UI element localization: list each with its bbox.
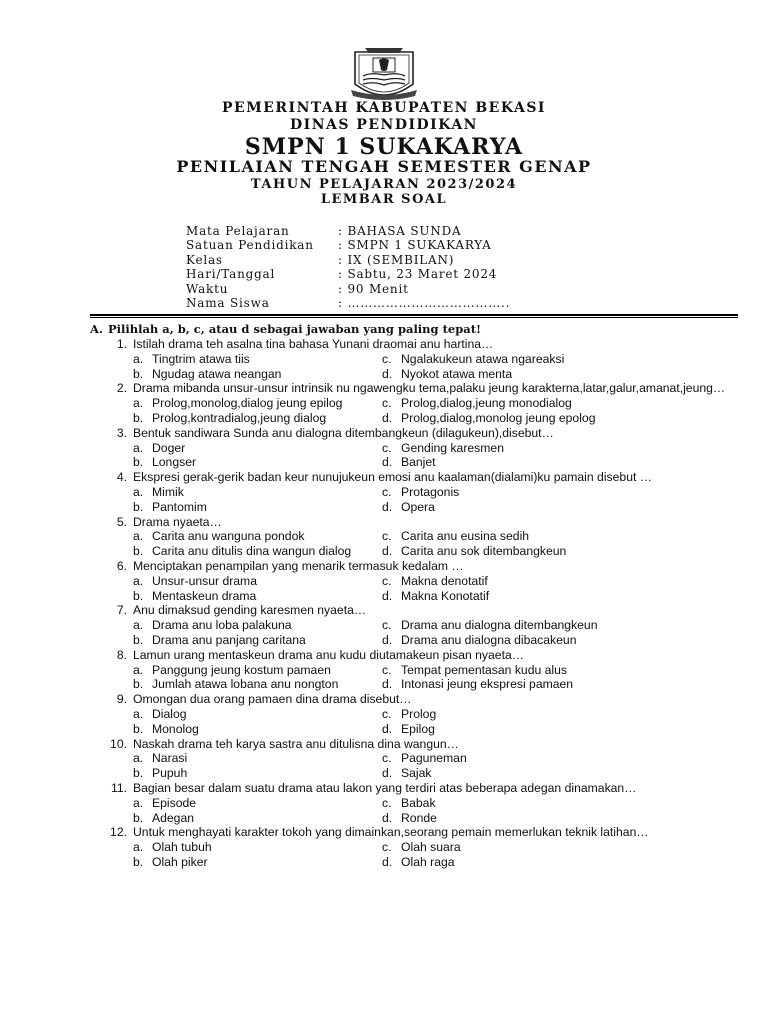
option-d xyxy=(382,367,738,382)
option-row xyxy=(90,633,738,648)
option-c xyxy=(382,529,738,544)
option-c xyxy=(382,796,738,811)
option-a xyxy=(90,796,382,811)
option-text: Olah tubuh xyxy=(152,840,212,855)
question-row xyxy=(90,825,738,840)
question-item xyxy=(90,337,738,381)
identity-row xyxy=(186,253,510,267)
question-number: 10. xyxy=(110,736,127,751)
question-text: Bagian besar dalam suatu drama atau lakon yang terdiri atas beberapa adegan dinamakan… xyxy=(133,780,637,795)
question-text: Anu dimaksud gending karesmen nyaeta… xyxy=(133,603,367,618)
question-item xyxy=(90,737,738,781)
option-letter: a. xyxy=(133,795,144,810)
option-letter: a. xyxy=(133,751,144,766)
option-letter: d. xyxy=(382,366,393,381)
identity-row xyxy=(186,238,510,252)
question-item xyxy=(90,692,738,736)
option-letter: a. xyxy=(133,396,144,411)
student-name-blank: : ……………………………….. xyxy=(338,295,511,310)
question-item xyxy=(90,515,738,559)
question-number: 1. xyxy=(116,337,127,351)
option-c xyxy=(382,840,738,855)
question-list xyxy=(90,322,738,870)
header-department: DINAS PENDIDIKAN xyxy=(290,117,478,133)
option-b xyxy=(90,722,382,737)
question-item xyxy=(90,381,738,425)
section-instruction: Pilihlah a, b, c, atau d sebagai jawaban yang paling tepat! xyxy=(108,322,482,336)
header-divider-thick xyxy=(90,314,738,316)
option-row xyxy=(90,485,738,500)
option-a xyxy=(90,840,382,855)
option-row xyxy=(90,677,738,692)
option-letter: c. xyxy=(382,396,392,411)
option-text: Makna Konotatif xyxy=(401,588,490,603)
option-letter: b. xyxy=(133,499,144,514)
option-text: Tingtrim atawa tiis xyxy=(152,351,250,366)
option-text: Monolog xyxy=(152,721,199,736)
option-text: Longser xyxy=(152,455,197,470)
option-letter: a. xyxy=(133,573,144,588)
option-d xyxy=(382,855,738,870)
option-text: Banjet xyxy=(401,455,436,470)
question-number: 3. xyxy=(116,425,127,440)
option-letter: a. xyxy=(133,529,144,544)
option-text: Gending karesmen xyxy=(401,440,504,455)
option-text: Mimik xyxy=(152,484,184,499)
option-c xyxy=(382,751,738,766)
identity-value: : Sabtu, 23 Maret 2024 xyxy=(338,267,498,282)
option-text: Panggung jeung kostum pamaen xyxy=(152,662,331,677)
option-row xyxy=(90,811,738,826)
option-row xyxy=(90,589,738,604)
header-year: TAHUN PELAJARAN 2023/2024 xyxy=(250,177,518,192)
option-d xyxy=(382,411,738,426)
question-item xyxy=(90,426,738,470)
question-number: 2. xyxy=(116,381,127,396)
option-text: Adegan xyxy=(152,810,195,825)
option-letter: b. xyxy=(133,632,144,647)
option-d xyxy=(382,589,738,604)
identity-row xyxy=(186,267,510,281)
header-exam: PENILAIAN TENGAH SEMESTER GENAP xyxy=(176,157,592,176)
header-government: PEMERINTAH KABUPATEN BEKASI xyxy=(222,100,546,116)
option-b xyxy=(90,589,382,604)
option-letter: a. xyxy=(133,484,144,499)
question-text: Bentuk sandiwara Sunda anu dialogna ditembangkeun (dilagukeun),disebut… xyxy=(133,425,554,440)
question-text: Istilah drama teh asalna tina bahasa Yunani draomai anu hartina… xyxy=(133,337,494,351)
option-row xyxy=(90,707,738,722)
question-row xyxy=(90,515,738,530)
option-d xyxy=(382,500,738,515)
option-d xyxy=(382,811,738,826)
option-row xyxy=(90,840,738,855)
option-a xyxy=(90,574,382,589)
option-c xyxy=(382,707,738,722)
option-letter: d. xyxy=(382,810,393,825)
option-b xyxy=(90,544,382,559)
identity-row xyxy=(186,282,510,296)
option-text: Olah suara xyxy=(401,840,461,855)
option-letter: a. xyxy=(133,706,144,721)
option-letter: d. xyxy=(382,721,393,736)
section-heading xyxy=(90,322,738,337)
option-text: Dialog xyxy=(152,706,187,721)
identity-label: Satuan Pendidikan xyxy=(186,238,314,253)
option-letter: c. xyxy=(382,529,392,544)
option-letter: b. xyxy=(133,854,144,869)
option-text: Tempat pementasan kudu alus xyxy=(401,662,567,677)
option-text: Prolog xyxy=(401,706,437,721)
option-c xyxy=(382,618,738,633)
option-c xyxy=(382,663,738,678)
option-d xyxy=(382,722,738,737)
question-row xyxy=(90,559,738,574)
option-text: Olah raga xyxy=(401,854,455,869)
option-a xyxy=(90,441,382,456)
option-letter: a. xyxy=(133,618,144,633)
option-row xyxy=(90,411,738,426)
option-c xyxy=(382,441,738,456)
option-row xyxy=(90,500,738,515)
option-text: Carita anu sok ditembangkeun xyxy=(401,544,567,559)
option-text: Sajak xyxy=(401,766,432,781)
option-text: Carita anu ditulis dina wangun dialog xyxy=(152,544,352,559)
option-letter: c. xyxy=(382,706,392,721)
option-text: Pantomim xyxy=(152,499,207,514)
identity-label: Hari/Tanggal xyxy=(186,267,276,282)
option-letter: c. xyxy=(382,573,392,588)
option-text: Drama anu dialogna ditembangkeun xyxy=(401,618,598,633)
option-letter: b. xyxy=(133,544,144,559)
option-a xyxy=(90,485,382,500)
option-letter: c. xyxy=(382,484,392,499)
question-text: Drama mibanda unsur-unsur intrinsik nu ngawengku tema,palaku jeung karakterna,latar,galur,amanat,jeung… xyxy=(133,381,726,396)
option-text: Carita anu eusina sedih xyxy=(401,529,530,544)
kabupaten-bekasi-emblem-icon xyxy=(349,44,419,102)
option-row xyxy=(90,544,738,559)
option-row xyxy=(90,396,738,411)
option-row xyxy=(90,367,738,382)
option-text: Ngalakukeun atawa ngareaksi xyxy=(401,351,565,366)
option-letter: b. xyxy=(133,810,144,825)
option-d xyxy=(382,677,738,692)
option-a xyxy=(90,352,382,367)
option-row xyxy=(90,455,738,470)
identity-value: : SMPN 1 SUKAKARYA xyxy=(338,238,492,253)
identity-block xyxy=(186,224,510,310)
option-letter: c. xyxy=(382,618,392,633)
question-text: Untuk menghayati karakter tokoh yang dimainkan,seorang pemain memerlukan teknik latihan… xyxy=(133,825,649,840)
identity-row xyxy=(186,296,510,310)
option-b xyxy=(90,367,382,382)
identity-label: Kelas xyxy=(186,252,223,267)
option-letter: b. xyxy=(133,366,144,381)
header-sheet: LEMBAR SOAL xyxy=(320,192,448,207)
option-text: Drama anu panjang caritana xyxy=(152,632,306,647)
question-text: Ekspresi gerak-gerik badan keur nunujukeun emosi anu kaalaman(dialami)ku pamain disebut … xyxy=(133,470,652,485)
option-text: Prolog,kontradialog,jeung dialog xyxy=(152,410,327,425)
option-b xyxy=(90,811,382,826)
question-item xyxy=(90,825,738,869)
option-a xyxy=(90,663,382,678)
option-text: Episode xyxy=(152,795,197,810)
option-row xyxy=(90,766,738,781)
option-letter: c. xyxy=(382,440,392,455)
option-letter: a. xyxy=(133,440,144,455)
option-text: Unsur-unsur drama xyxy=(152,573,257,588)
option-letter: b. xyxy=(133,721,144,736)
identity-label: Nama Siswa xyxy=(186,295,270,310)
header-school: SMPN 1 SUKAKARYA xyxy=(244,134,524,160)
option-row xyxy=(90,855,738,870)
option-a xyxy=(90,751,382,766)
identity-value: : IX (SEMBILAN) xyxy=(338,252,455,267)
question-number: 9. xyxy=(116,692,127,707)
option-letter: a. xyxy=(133,840,144,855)
option-text: Nyokot atawa menta xyxy=(401,366,513,381)
option-text: Protagonis xyxy=(401,484,460,499)
question-row xyxy=(90,470,738,485)
question-item xyxy=(90,470,738,514)
question-text: Drama nyaeta… xyxy=(133,514,222,529)
option-b xyxy=(90,855,382,870)
question-row xyxy=(90,692,738,707)
option-d xyxy=(382,633,738,648)
identity-value: : 90 Menit xyxy=(338,281,409,296)
option-b xyxy=(90,633,382,648)
question-text: Naskah drama teh karya sastra anu ditulisna dina wangun… xyxy=(133,736,459,751)
option-text: Opera xyxy=(401,499,435,514)
question-number: 12. xyxy=(110,825,127,840)
question-item xyxy=(90,559,738,603)
option-letter: d. xyxy=(382,588,393,603)
question-number: 6. xyxy=(116,558,127,573)
option-d xyxy=(382,544,738,559)
option-text: Paguneman xyxy=(401,751,467,766)
option-text: Prolog,dialog,monolog jeung epolog xyxy=(401,410,596,425)
option-a xyxy=(90,396,382,411)
option-letter: c. xyxy=(382,795,392,810)
option-text: Drama anu dialogna dibacakeun xyxy=(401,632,577,647)
option-b xyxy=(90,411,382,426)
option-c xyxy=(382,396,738,411)
option-row xyxy=(90,441,738,456)
option-letter: b. xyxy=(133,677,144,692)
option-letter: d. xyxy=(382,766,393,781)
option-row xyxy=(90,722,738,737)
option-c xyxy=(382,574,738,589)
option-text: Narasi xyxy=(152,751,188,766)
option-letter: c. xyxy=(382,840,392,855)
option-c xyxy=(382,485,738,500)
option-text: Doger xyxy=(152,440,186,455)
option-letter: a. xyxy=(133,351,144,366)
option-row xyxy=(90,352,738,367)
option-b xyxy=(90,500,382,515)
option-letter: d. xyxy=(382,632,393,647)
identity-label: Waktu xyxy=(186,281,229,296)
option-letter: d. xyxy=(382,455,393,470)
identity-label: Mata Pelajaran xyxy=(186,224,290,238)
option-letter: d. xyxy=(382,499,393,514)
option-letter: d. xyxy=(382,544,393,559)
question-item xyxy=(90,603,738,647)
question-number: 4. xyxy=(116,470,127,485)
option-text: Jumlah atawa lobana anu nongton xyxy=(152,677,339,692)
question-item xyxy=(90,781,738,825)
section-letter: A. xyxy=(90,322,103,336)
option-text: Babak xyxy=(401,795,436,810)
option-letter: b. xyxy=(133,766,144,781)
option-row xyxy=(90,618,738,633)
option-letter: d. xyxy=(382,410,393,425)
question-row xyxy=(90,648,738,663)
option-letter: b. xyxy=(133,455,144,470)
question-text: Lamun urang mentaskeun drama anu kudu diutamakeun pisan nyaeta… xyxy=(133,647,524,662)
question-text: Omongan dua orang pamaen dina drama disebut… xyxy=(133,692,412,707)
option-text: Prolog,monolog,dialog jeung epilog xyxy=(152,396,343,411)
option-row xyxy=(90,574,738,589)
question-row xyxy=(90,737,738,752)
option-d xyxy=(382,766,738,781)
option-letter: c. xyxy=(382,662,392,677)
option-text: Makna denotatif xyxy=(401,573,488,588)
option-letter: a. xyxy=(133,662,144,677)
question-row xyxy=(90,337,738,352)
option-d xyxy=(382,455,738,470)
option-c xyxy=(382,352,738,367)
option-text: Intonasi jeung ekspresi pamaen xyxy=(401,677,574,692)
option-letter: d. xyxy=(382,677,393,692)
question-number: 8. xyxy=(116,647,127,662)
option-letter: b. xyxy=(133,588,144,603)
option-letter: c. xyxy=(382,351,392,366)
question-number: 7. xyxy=(116,603,127,618)
question-number: 5. xyxy=(116,514,127,529)
option-text: Carita anu wanguna pondok xyxy=(152,529,305,544)
question-text: Menciptakan penampilan yang menarik termasuk kedalam … xyxy=(133,558,464,573)
option-b xyxy=(90,677,382,692)
question-row xyxy=(90,603,738,618)
option-b xyxy=(90,766,382,781)
option-letter: b. xyxy=(133,410,144,425)
option-text: Epilog xyxy=(401,721,435,736)
option-b xyxy=(90,455,382,470)
header-divider-thin xyxy=(90,317,738,318)
option-a xyxy=(90,529,382,544)
option-row xyxy=(90,529,738,544)
option-row xyxy=(90,751,738,766)
option-a xyxy=(90,707,382,722)
option-text: Olah piker xyxy=(152,854,208,869)
option-text: Drama anu loba palakuna xyxy=(152,618,292,633)
question-row xyxy=(90,426,738,441)
option-letter: c. xyxy=(382,751,392,766)
option-text: Ngudag atawa neangan xyxy=(152,366,282,381)
identity-value: : BAHASA SUNDA xyxy=(338,224,462,238)
option-row xyxy=(90,796,738,811)
option-letter: d. xyxy=(382,854,393,869)
option-text: Mentaskeun drama xyxy=(152,588,257,603)
option-row xyxy=(90,663,738,678)
option-text: Pupuh xyxy=(152,766,188,781)
question-number: 11. xyxy=(110,780,127,795)
identity-row xyxy=(186,224,510,238)
question-row xyxy=(90,381,738,396)
option-a xyxy=(90,618,382,633)
option-text: Prolog,dialog,jeung monodialog xyxy=(401,396,572,411)
option-text: Ronde xyxy=(401,810,437,825)
question-item xyxy=(90,648,738,692)
question-row xyxy=(90,781,738,796)
